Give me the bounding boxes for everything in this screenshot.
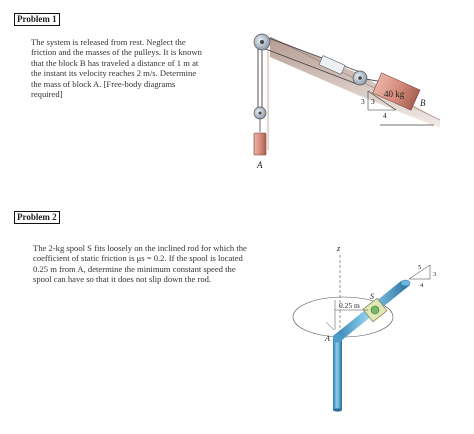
problem-1-line-1: The system is released from rest. Neglect the: [31, 37, 186, 47]
angle-mark: [326, 322, 334, 330]
problem-2-line-3: 0.25 m from A, determine the minimum constant speed the: [33, 263, 236, 274]
point-a-label: A: [325, 334, 330, 343]
slope-rise-inner-label: 3: [371, 97, 375, 106]
rod-slope-run-label: 4: [420, 282, 424, 289]
problem-1-line-5: the mass of block A. [Free-body diagrams: [31, 78, 176, 89]
distance-label: 0.25 m: [339, 301, 360, 310]
vertical-rod: [333, 338, 342, 410]
problem-2-line-2: coefficient of static friction is μs = 0.2. If the spool is located: [33, 253, 243, 264]
rod-slope-hyp-label: 5: [418, 264, 422, 271]
problem-1-line-2: friction and the masses of the pulleys. It is known: [31, 47, 202, 58]
problem-1-label: Problem 1: [14, 13, 60, 26]
spool-label: S: [370, 292, 374, 301]
problem-1-line-6: required]: [31, 89, 63, 100]
problem-1-line-3: that the block B has traveled a distance of 1 m at: [31, 57, 199, 68]
block-a-label: A: [257, 160, 263, 170]
slope-run-label: 4: [383, 111, 387, 120]
block-b-label: B: [420, 98, 426, 108]
problem-2-line-4: spool can have so that it does not slip down the rod.: [33, 274, 212, 285]
block-b-mass-label: 40 kg: [384, 89, 405, 99]
slope-rise-label: 3: [361, 97, 365, 106]
rod-slope-rise-label: 3: [433, 271, 437, 278]
problem-2-line-1: The 2-kg spool S fits loosely on the inclined rod for which the: [33, 243, 247, 253]
problem-2-label: Problem 2: [14, 211, 60, 224]
problem-1-line-4: the instant its velocity reaches 2 m/s. Determine: [31, 68, 197, 79]
z-axis-label: z: [337, 244, 341, 253]
